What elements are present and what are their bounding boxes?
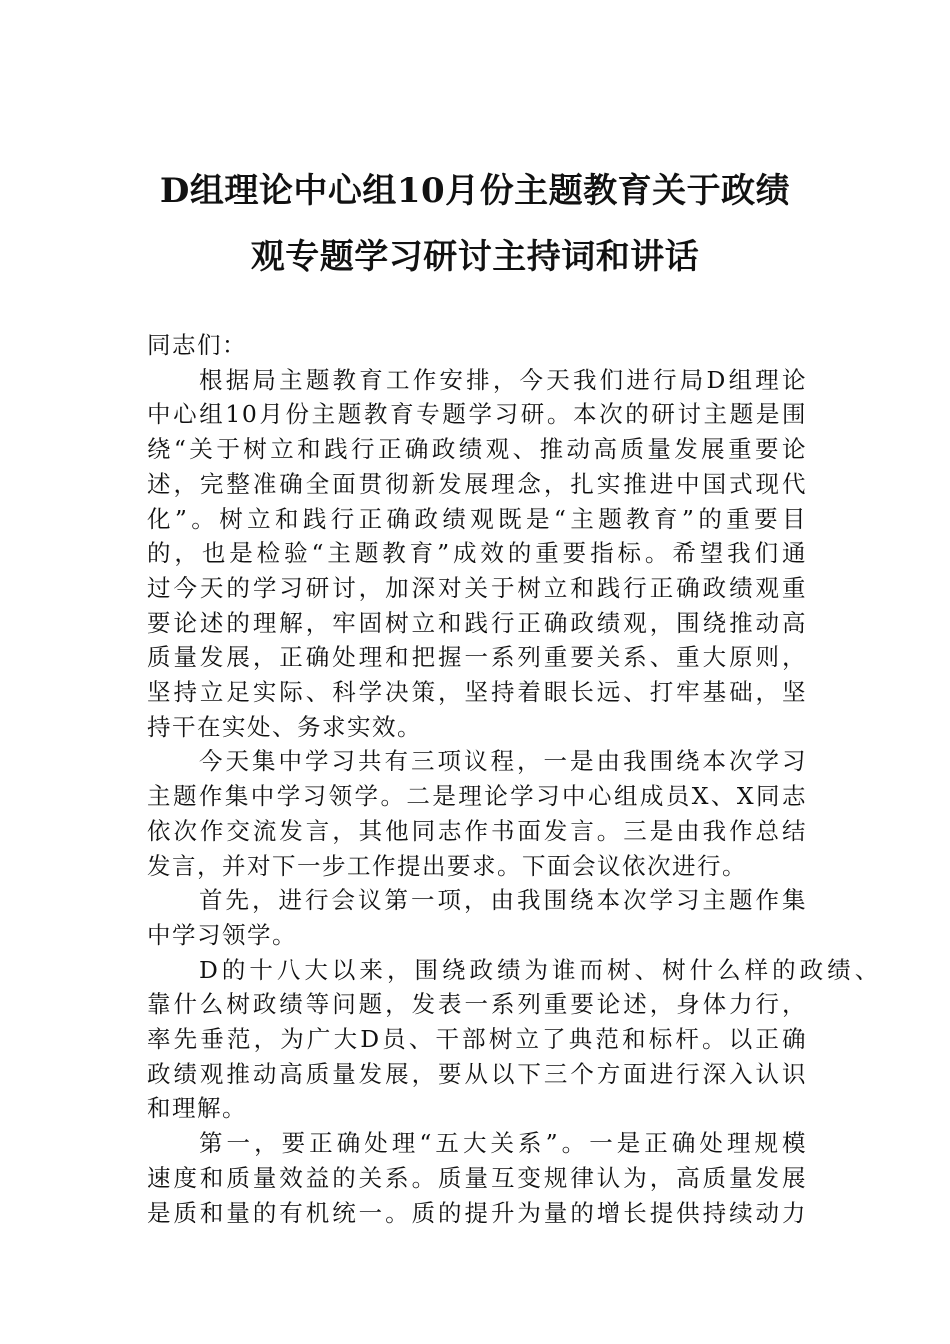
paragraph-1 bbox=[147, 363, 807, 745]
salutation: 同志们： bbox=[147, 331, 247, 359]
title-line-2: 观专题学习研讨主持词和讲话 bbox=[250, 237, 700, 277]
paragraph-line: 第一，要正确处理“五大关系”。一是正确处理规模 bbox=[199, 1129, 807, 1158]
paragraph-line: 发言，并对下一步工作提出要求。下面会议依次进行。 bbox=[147, 851, 747, 880]
paragraph-line: 持干在实处、务求实效。 bbox=[147, 712, 422, 741]
paragraph-line: 速度和质量效益的关系。质量互变规律认为，高质量发展 bbox=[147, 1163, 807, 1192]
paragraph-line: 依次作交流发言，其他同志作书面发言。三是由我作总结 bbox=[147, 816, 807, 845]
paragraph-line: 述，完整准确全面贯彻新发展理念，扎实推进中国式现代 bbox=[147, 469, 807, 498]
title-line-1: D组理论中心组10月份主题教育关于政绩 bbox=[159, 171, 791, 211]
paragraph-line: D的十八大以来，围绕政绩为谁而树、树什么样的政绩、 bbox=[199, 955, 879, 984]
paragraph-line: 质量发展，正确处理和把握一系列重要关系、重大原则， bbox=[147, 643, 807, 672]
paragraph-line: 主题作集中学习领学。二是理论学习中心组成员X、X同志 bbox=[147, 782, 807, 811]
paragraph-line: 绕“关于树立和践行正确政绩观、推动高质量发展重要论 bbox=[147, 435, 807, 464]
paragraph-line: 的，也是检验“主题教育”成效的重要指标。希望我们通 bbox=[147, 539, 807, 568]
paragraph-line: 过今天的学习研讨，加深对关于树立和践行正确政绩观重 bbox=[147, 573, 807, 602]
paragraph-3 bbox=[147, 883, 807, 952]
paragraph-line: 化”。树立和践行正确政绩观既是“主题教育”的重要目 bbox=[147, 504, 807, 533]
paragraph-5 bbox=[147, 1126, 807, 1230]
paragraph-line: 率先垂范，为广大D员、干部树立了典范和标杆。以正确 bbox=[147, 1025, 807, 1054]
paragraph-line: 靠什么树政绩等问题，发表一系列重要论述，身体力行， bbox=[147, 990, 807, 1019]
paragraph-line: 要论述的理解，牢固树立和践行正确政绩观，围绕推动高 bbox=[147, 608, 807, 637]
paragraph-4 bbox=[147, 953, 879, 1127]
paragraph-line: 政绩观推动高质量发展，要从以下三个方面进行深入认识 bbox=[147, 1059, 807, 1088]
document-title bbox=[100, 158, 850, 290]
paragraph-line: 根据局主题教育工作安排，今天我们进行局D组理论 bbox=[199, 365, 807, 394]
paragraph-line: 中心组10月份主题教育专题学习研。本次的研讨主题是围 bbox=[147, 400, 807, 429]
paragraph-line: 和理解。 bbox=[147, 1094, 247, 1123]
paragraph-line: 首先，进行会议第一项，由我围绕本次学习主题作集 bbox=[199, 886, 807, 915]
paragraph-line: 中学习领学。 bbox=[147, 920, 297, 949]
paragraph-line: 是质和量的有机统一。质的提升为量的增长提供持续动力 bbox=[147, 1198, 807, 1227]
paragraph-2 bbox=[147, 744, 807, 883]
paragraph-line: 坚持立足实际、科学决策，坚持着眼长远、打牢基础，坚 bbox=[147, 678, 807, 707]
document-body bbox=[147, 328, 879, 1230]
paragraph-line: 今天集中学习共有三项议程，一是由我围绕本次学习 bbox=[199, 747, 807, 776]
